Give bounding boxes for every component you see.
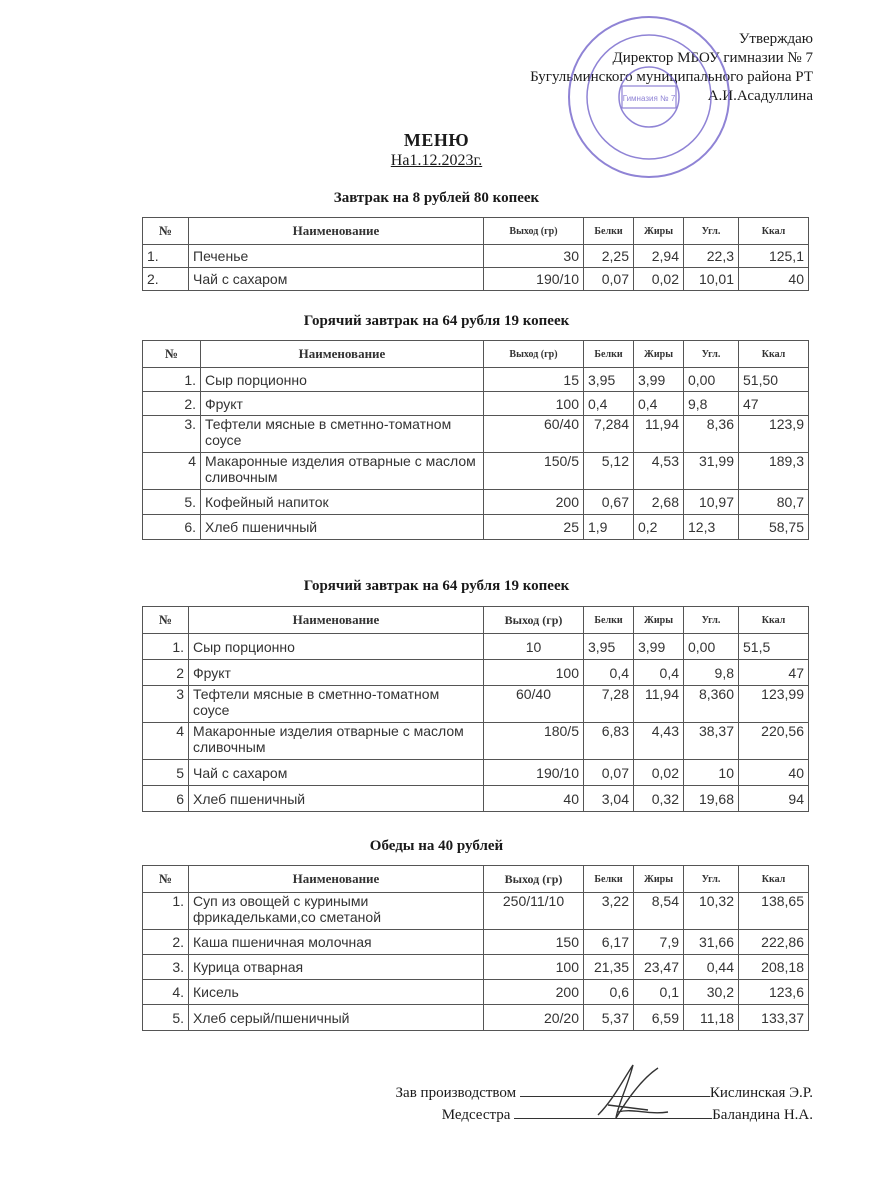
row-name: Суп из овощей с куриными фрикадельками,со сметаной <box>189 893 484 930</box>
table-header-row <box>143 866 809 893</box>
row-name: Чай с сахаром <box>189 268 484 291</box>
row-fat: 0,32 <box>634 786 684 812</box>
col-name: Наименование <box>189 607 484 634</box>
row-name: Печенье <box>189 245 484 268</box>
row-fat: 7,9 <box>634 930 684 955</box>
col-kcal: Ккал <box>739 218 809 245</box>
row-fat: 6,59 <box>634 1005 684 1031</box>
row-no: 1. <box>143 245 189 268</box>
row-kcal: 80,7 <box>739 490 809 515</box>
col-protein: Белки <box>584 341 634 368</box>
nurse-label: Медсестра <box>441 1107 511 1123</box>
col-name: Наименование <box>201 341 484 368</box>
row-no: 4 <box>143 723 189 760</box>
row-kcal: 123,6 <box>739 980 809 1005</box>
col-out: Выход (гр) <box>484 341 584 368</box>
row-out: 190/10 <box>484 760 584 786</box>
table-row <box>143 660 809 686</box>
row-no: 6. <box>143 515 201 540</box>
table-row <box>143 416 809 453</box>
row-name: Сыр порционно <box>189 634 484 660</box>
row-kcal: 123,9 <box>739 416 809 453</box>
row-name: Чай с сахаром <box>189 760 484 786</box>
row-fat: 2,94 <box>634 245 684 268</box>
row-kcal: 222,86 <box>739 930 809 955</box>
row-name: Фрукт <box>189 660 484 686</box>
table-row <box>143 490 809 515</box>
row-no: 4. <box>143 980 189 1005</box>
table-row <box>143 955 809 980</box>
table-row <box>143 245 809 268</box>
row-fat: 0,4 <box>634 660 684 686</box>
row-name: Тефтели мясные в сметнно-томатном соусе <box>189 686 484 723</box>
table-row <box>143 1005 809 1031</box>
col-no: № <box>143 607 189 634</box>
row-kcal: 189,3 <box>739 453 809 490</box>
row-fat: 2,68 <box>634 490 684 515</box>
table-row <box>143 686 809 723</box>
table-row <box>143 268 809 291</box>
row-out: 100 <box>484 660 584 686</box>
row-carbs: 10,32 <box>684 893 739 930</box>
row-kcal: 51,5 <box>739 634 809 660</box>
nurse-name: Баландина Н.А. <box>712 1107 813 1123</box>
col-carbs: Угл. <box>684 866 739 893</box>
row-out: 20/20 <box>484 1005 584 1031</box>
col-out: Выход (гр) <box>484 866 584 893</box>
section-title-breakfast: Завтрак на 8 рублей 80 копеек <box>333 190 540 206</box>
row-no: 2. <box>143 268 189 291</box>
row-protein: 3,95 <box>584 634 634 660</box>
row-name: Макаронные изделия отварные с маслом сливочным <box>189 723 484 760</box>
row-carbs: 10 <box>684 760 739 786</box>
production-name: Кислинская Э.Р. <box>709 1085 813 1101</box>
row-protein: 0,67 <box>584 490 634 515</box>
row-kcal: 133,37 <box>739 1005 809 1031</box>
row-no: 6 <box>143 786 189 812</box>
row-fat: 0,1 <box>634 980 684 1005</box>
row-carbs: 19,68 <box>684 786 739 812</box>
table-row <box>143 515 809 540</box>
row-protein: 0,6 <box>584 980 634 1005</box>
row-out: 15 <box>484 368 584 392</box>
row-kcal: 51,50 <box>739 368 809 392</box>
row-kcal: 94 <box>739 786 809 812</box>
row-no: 2 <box>143 660 189 686</box>
row-protein: 5,12 <box>584 453 634 490</box>
row-fat: 11,94 <box>634 416 684 453</box>
row-no: 3 <box>143 686 189 723</box>
section-title-lunch: Обеды на 40 рублей <box>369 838 504 854</box>
col-fat: Жиры <box>634 607 684 634</box>
table-row <box>143 980 809 1005</box>
table-row <box>143 634 809 660</box>
menu-title: МЕНЮ <box>403 130 470 150</box>
row-protein: 0,4 <box>584 660 634 686</box>
row-no: 3. <box>143 955 189 980</box>
col-carbs: Угл. <box>684 607 739 634</box>
col-carbs: Угл. <box>684 218 739 245</box>
row-protein: 6,17 <box>584 930 634 955</box>
row-name: Курица отварная <box>189 955 484 980</box>
row-carbs: 31,66 <box>684 930 739 955</box>
row-name: Кофейный напиток <box>201 490 484 515</box>
row-kcal: 220,56 <box>739 723 809 760</box>
row-fat: 0,02 <box>634 760 684 786</box>
row-kcal: 40 <box>739 268 809 291</box>
title-block <box>0 130 873 170</box>
col-no: № <box>143 341 201 368</box>
menu-table-hot-breakfast-1 <box>142 340 809 540</box>
row-protein: 5,37 <box>584 1005 634 1031</box>
row-carbs: 12,3 <box>684 515 739 540</box>
row-name: Хлеб пшеничный <box>201 515 484 540</box>
col-carbs: Угл. <box>684 341 739 368</box>
row-protein: 0,4 <box>584 392 634 416</box>
row-kcal: 138,65 <box>739 893 809 930</box>
row-no: 2. <box>143 930 189 955</box>
row-out: 100 <box>484 392 584 416</box>
row-no: 1. <box>143 368 201 392</box>
row-fat: 0,2 <box>634 515 684 540</box>
row-name: Макаронные изделия отварные с маслом сливочным <box>201 453 484 490</box>
production-label: Зав производством <box>395 1085 517 1101</box>
row-name: Сыр порционно <box>201 368 484 392</box>
row-no: 2. <box>143 392 201 416</box>
row-protein: 3,04 <box>584 786 634 812</box>
row-kcal: 125,1 <box>739 245 809 268</box>
director-name: А.И.Асадуллина <box>707 88 813 104</box>
row-protein: 0,07 <box>584 760 634 786</box>
row-out: 100 <box>484 955 584 980</box>
row-name: Хлеб пшеничный <box>189 786 484 812</box>
row-no: 5 <box>143 760 189 786</box>
row-carbs: 10,01 <box>684 268 739 291</box>
col-kcal: Ккал <box>739 607 809 634</box>
row-no: 3. <box>143 416 201 453</box>
district-line: Бугульминского муниципального района РТ <box>530 69 813 85</box>
handwritten-signature <box>588 1060 676 1122</box>
row-fat: 23,47 <box>634 955 684 980</box>
row-out: 150/5 <box>484 453 584 490</box>
row-kcal: 47 <box>739 660 809 686</box>
row-name: Каша пшеничная молочная <box>189 930 484 955</box>
row-out: 60/40 <box>484 416 584 453</box>
row-fat: 0,02 <box>634 268 684 291</box>
row-fat: 11,94 <box>634 686 684 723</box>
col-protein: Белки <box>584 218 634 245</box>
row-out: 180/5 <box>484 723 584 760</box>
col-name: Наименование <box>189 866 484 893</box>
row-fat: 8,54 <box>634 893 684 930</box>
row-kcal: 123,99 <box>739 686 809 723</box>
table-row <box>143 893 809 930</box>
row-carbs: 9,8 <box>684 392 739 416</box>
col-fat: Жиры <box>634 218 684 245</box>
row-no: 1. <box>143 893 189 930</box>
row-carbs: 8,36 <box>684 416 739 453</box>
table-row <box>143 930 809 955</box>
row-out: 25 <box>484 515 584 540</box>
row-carbs: 0,00 <box>684 634 739 660</box>
row-carbs: 8,360 <box>684 686 739 723</box>
col-name: Наименование <box>189 218 484 245</box>
row-name: Кисель <box>189 980 484 1005</box>
col-kcal: Ккал <box>739 341 809 368</box>
row-protein: 7,284 <box>584 416 634 453</box>
row-protein: 6,83 <box>584 723 634 760</box>
section-title-hot-breakfast-1: Горячий завтрак на 64 рубля 19 копеек <box>303 313 570 329</box>
row-fat: 0,4 <box>634 392 684 416</box>
table-row <box>143 453 809 490</box>
row-out: 200 <box>484 980 584 1005</box>
row-carbs: 11,18 <box>684 1005 739 1031</box>
row-carbs: 30,2 <box>684 980 739 1005</box>
row-protein: 0,07 <box>584 268 634 291</box>
row-carbs: 9,8 <box>684 660 739 686</box>
row-carbs: 10,97 <box>684 490 739 515</box>
table-row <box>143 368 809 392</box>
row-no: 5. <box>143 1005 189 1031</box>
col-fat: Жиры <box>634 341 684 368</box>
row-out: 10 <box>484 634 584 660</box>
col-fat: Жиры <box>634 866 684 893</box>
row-out: 250/11/10 <box>484 893 584 930</box>
stamp-center-text: Гимназия № 7 <box>622 94 676 103</box>
table-row <box>143 760 809 786</box>
row-carbs: 38,37 <box>684 723 739 760</box>
section-title-hot-breakfast-2: Горячий завтрак на 64 рубля 19 копеек <box>303 578 570 594</box>
table-row <box>143 392 809 416</box>
row-name: Хлеб серый/пшеничный <box>189 1005 484 1031</box>
table-header-row <box>143 341 809 368</box>
row-carbs: 31,99 <box>684 453 739 490</box>
row-kcal: 58,75 <box>739 515 809 540</box>
row-fat: 3,99 <box>634 634 684 660</box>
row-protein: 7,28 <box>584 686 634 723</box>
row-kcal: 47 <box>739 392 809 416</box>
menu-table-lunch <box>142 865 809 1031</box>
row-fat: 4,53 <box>634 453 684 490</box>
row-no: 5. <box>143 490 201 515</box>
row-carbs: 22,3 <box>684 245 739 268</box>
row-no: 1. <box>143 634 189 660</box>
director-line: Директор МБОУ гимназии № 7 <box>612 50 813 66</box>
row-out: 60/40 <box>484 686 584 723</box>
row-name: Тефтели мясные в сметнно-томатном соусе <box>201 416 484 453</box>
col-no: № <box>143 866 189 893</box>
row-out: 30 <box>484 245 584 268</box>
row-no: 4 <box>143 453 201 490</box>
row-protein: 3,22 <box>584 893 634 930</box>
row-protein: 2,25 <box>584 245 634 268</box>
col-out: Выход (гр) <box>484 607 584 634</box>
menu-date: На1.12.2023г. <box>390 152 483 169</box>
col-no: № <box>143 218 189 245</box>
col-kcal: Ккал <box>739 866 809 893</box>
row-out: 40 <box>484 786 584 812</box>
row-out: 150 <box>484 930 584 955</box>
menu-table-breakfast <box>142 217 809 291</box>
col-protein: Белки <box>584 866 634 893</box>
row-protein: 1,9 <box>584 515 634 540</box>
approve-label: Утверждаю <box>738 31 813 47</box>
col-out: Выход (гр) <box>484 218 584 245</box>
row-out: 190/10 <box>484 268 584 291</box>
table-header-row <box>143 218 809 245</box>
table-row <box>143 786 809 812</box>
menu-table-hot-breakfast-2 <box>142 606 809 812</box>
col-protein: Белки <box>584 607 634 634</box>
row-protein: 21,35 <box>584 955 634 980</box>
row-fat: 4,43 <box>634 723 684 760</box>
table-header-row <box>143 607 809 634</box>
table-row <box>143 723 809 760</box>
row-carbs: 0,00 <box>684 368 739 392</box>
row-carbs: 0,44 <box>684 955 739 980</box>
row-kcal: 40 <box>739 760 809 786</box>
row-protein: 3,95 <box>584 368 634 392</box>
row-name: Фрукт <box>201 392 484 416</box>
row-out: 200 <box>484 490 584 515</box>
row-fat: 3,99 <box>634 368 684 392</box>
row-kcal: 208,18 <box>739 955 809 980</box>
